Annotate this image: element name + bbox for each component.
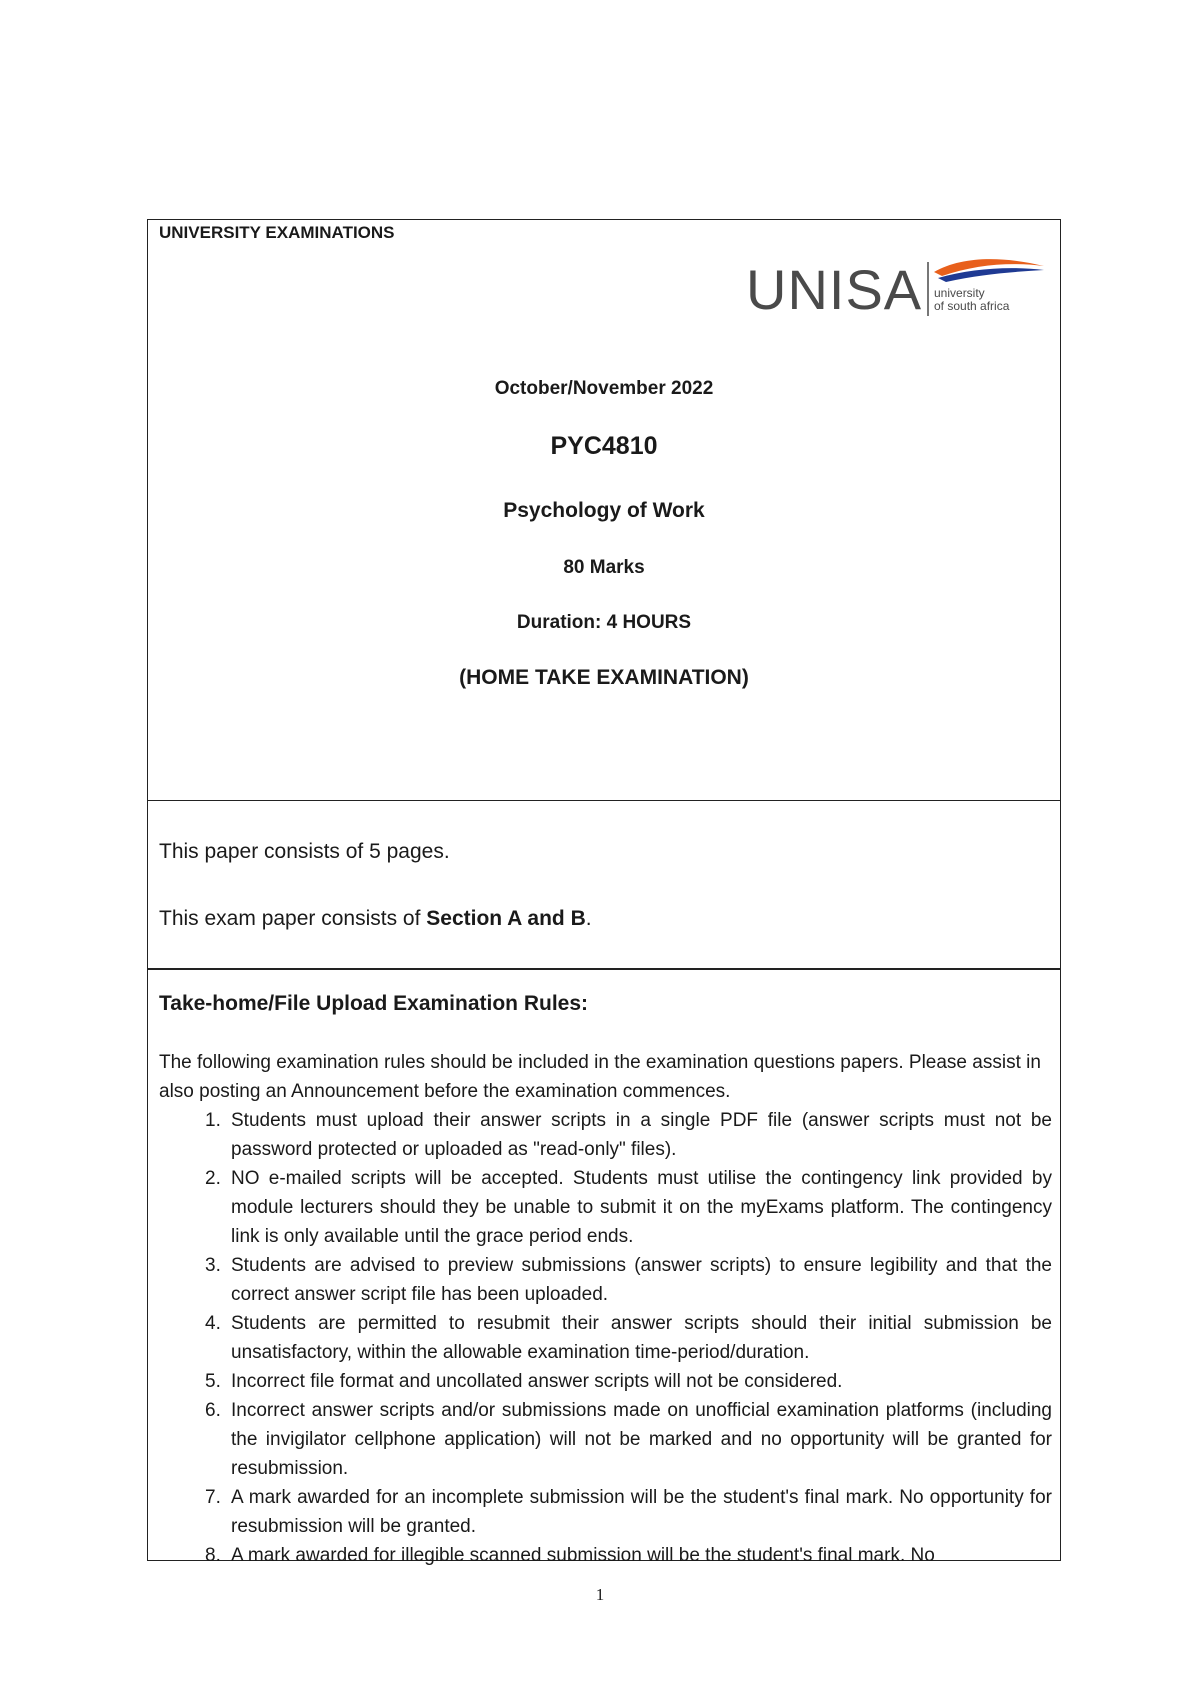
sections-bold: Section A and B: [426, 907, 586, 930]
sections-prefix: This exam paper consists of: [159, 907, 427, 930]
exam-duration: Duration: 4 HOURS: [516, 612, 692, 633]
rule-item: [159, 1541, 1052, 1570]
pages-info: This paper consists of 5 pages.: [159, 840, 450, 863]
rules-list: [159, 1106, 1052, 1570]
university-examinations-label: UNIVERSITY EXAMINATIONS: [159, 223, 395, 242]
rule-number: 8.: [205, 1545, 221, 1566]
rule-item: [159, 1367, 1052, 1396]
rules-cell: [148, 970, 1060, 1566]
rule-text: A mark awarded for illegible scanned submission will be the student's final mark. No: [231, 1545, 935, 1566]
rule-text: Incorrect file format and uncollated answer scripts will not be considered.: [231, 1371, 843, 1392]
rule-number: 4.: [205, 1313, 221, 1334]
rule-number: 7.: [205, 1487, 221, 1508]
rule-number: 3.: [205, 1255, 221, 1276]
logo-subtitle-line1: university: [934, 286, 985, 300]
rule-text: Students must upload their answer scripts in a single PDF file (answer scripts must not be password protected or uploaded as "read-only" files).: [231, 1110, 1052, 1160]
exam-cover-table: [147, 219, 1061, 1566]
module-name: Psychology of Work: [503, 499, 705, 522]
rules-title: Take-home/File Upload Examination Rules:: [159, 992, 589, 1015]
rule-number: 5.: [205, 1371, 221, 1392]
exam-period: October/November 2022: [494, 378, 714, 399]
sections-info: [159, 907, 592, 931]
rule-item: [159, 1251, 1052, 1309]
total-marks: 80 Marks: [563, 557, 645, 578]
logo-subtitle-line2: of south africa: [934, 299, 1010, 313]
rule-text: Students are permitted to resubmit their answer scripts should their initial submission be unsatisfactory, within the allowable examination time-period/duration.: [231, 1313, 1052, 1363]
page-number: 1: [595, 1585, 605, 1604]
logo-wordmark: UNISA: [746, 258, 923, 321]
unisa-logo: [746, 258, 1046, 321]
logo-swoosh-icon: [932, 258, 1046, 284]
logo-divider: [927, 262, 929, 316]
rule-text: Students are advised to preview submissions (answer scripts) to ensure legibility and that the correct answer script file has been uploaded.: [231, 1255, 1052, 1305]
sections-suffix: .: [585, 907, 592, 930]
rule-item: [159, 1106, 1052, 1164]
rule-item: [159, 1396, 1052, 1483]
rule-item: [159, 1483, 1052, 1541]
rule-text: Incorrect answer scripts and/or submissions made on unofficial examination platforms (including the invigilator cellphone application) will not be marked and no opportunity will be granted for resubmission.: [231, 1400, 1052, 1479]
exam-type: (HOME TAKE EXAMINATION): [459, 666, 749, 689]
rule-item: [159, 1164, 1052, 1251]
rules-intro: The following examination rules should be included in the examination questions papers. Please assist in also posting an Announcement before the examination commences.: [159, 1052, 1041, 1102]
rule-number: 6.: [205, 1400, 221, 1421]
rule-item: [159, 1309, 1052, 1367]
rule-text: A mark awarded for an incomplete submission will be the student's final mark. No opportunity for resubmission will be granted.: [231, 1487, 1052, 1537]
rule-text: NO e-mailed scripts will be accepted. Students must utilise the contingency link provided by module lecturers should they be unable to submit it on the myExams platform. The contingency link is only available until the grace period ends.: [231, 1168, 1052, 1247]
rule-number: 2.: [205, 1168, 221, 1189]
cover-header-cell: [148, 220, 1060, 801]
paper-info-cell: [148, 801, 1060, 970]
module-code: PYC4810: [550, 432, 658, 460]
logo-subtitle: [934, 287, 1009, 313]
rule-number: 1.: [205, 1110, 221, 1131]
